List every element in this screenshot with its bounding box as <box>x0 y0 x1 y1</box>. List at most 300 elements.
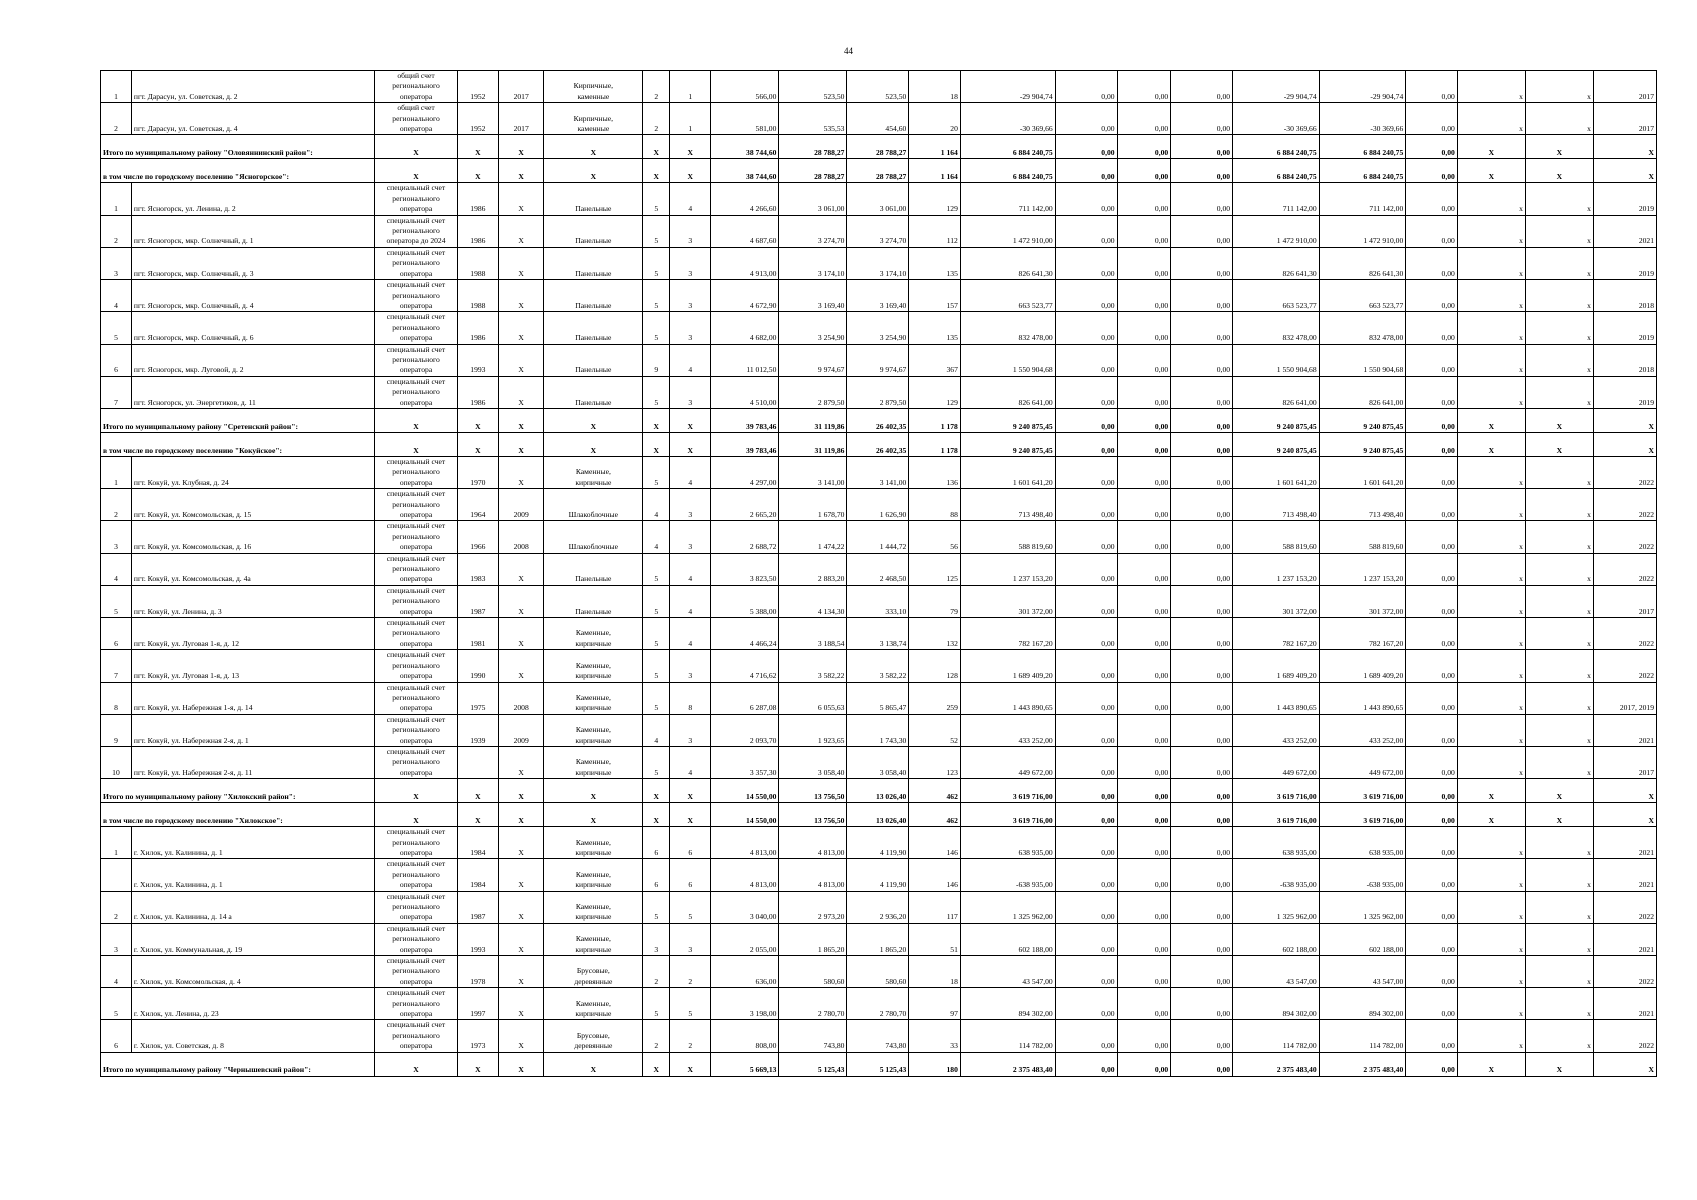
cell-n: 5 <box>101 312 132 344</box>
cell-f2: 0,00 <box>1117 376 1171 408</box>
wall-line: кирпичные <box>575 477 612 487</box>
cell-repair: X <box>498 891 543 923</box>
wall-line: Каменные, <box>575 998 611 1008</box>
cell-f3: 0,00 <box>1171 432 1233 456</box>
account-line: оператора <box>399 124 433 134</box>
cell-own2: 43 547,00 <box>1319 956 1406 988</box>
wall-line: Кирпичные, <box>573 113 613 123</box>
cell-a2: 3 141,00 <box>779 456 847 488</box>
cell-fl: 9 <box>643 344 670 376</box>
cell-addr: пгт. Ясногорск, мкр. Солнечный, д. 1 <box>131 215 374 247</box>
cell-total: 638 935,00 <box>960 827 1055 859</box>
cell-total: 43 547,00 <box>960 956 1055 988</box>
cell-x1: x <box>1457 183 1525 215</box>
cell-f3: 0,00 <box>1171 585 1233 617</box>
cell-o3: 0,00 <box>1406 247 1458 279</box>
cell-area: 4 687,60 <box>711 215 779 247</box>
cell-own: 826 641,00 <box>1233 376 1320 408</box>
cell-own2: 826 641,00 <box>1319 376 1406 408</box>
cell-x1: x <box>1457 71 1525 103</box>
cell-ent: 3 <box>670 280 711 312</box>
cell-account <box>375 344 457 376</box>
account-line: специальный счет <box>386 956 446 966</box>
cell-x: X <box>1593 432 1656 456</box>
cell-a2: 3 254,90 <box>779 312 847 344</box>
cell-area: 3 357,30 <box>711 746 779 778</box>
cell-a2: 3 274,70 <box>779 215 847 247</box>
cell-fl: 5 <box>643 247 670 279</box>
cell-a2: 31 119,86 <box>779 432 847 456</box>
cell-f1: 0,00 <box>1055 553 1117 585</box>
cell-area: 566,00 <box>711 71 779 103</box>
cell-addr: г. Хилок, ул. Ленина, д. 23 <box>131 988 374 1020</box>
cell-repair: X <box>498 618 543 650</box>
cell-area: 4 266,60 <box>711 183 779 215</box>
cell-own2: 6 884 240,75 <box>1319 135 1406 159</box>
wall-line: Панельные <box>575 606 612 616</box>
wall-line: Панельные <box>575 204 612 214</box>
table-row <box>101 585 1657 617</box>
cell-account <box>375 988 457 1020</box>
cell-repair: X <box>498 859 543 891</box>
cell-n: 1 <box>101 183 132 215</box>
cell-addr: пгт. Кокуй, ул. Комсомольская, д. 16 <box>131 521 374 553</box>
wall-line: Брусовые, <box>576 1030 610 1040</box>
cell-f1: 0,00 <box>1055 827 1117 859</box>
cell-a3: 2 936,20 <box>847 891 909 923</box>
cell-repair: X <box>498 956 543 988</box>
cell-a2: 3 061,00 <box>779 183 847 215</box>
cell-plan: 2021 <box>1593 859 1656 891</box>
cell-o3: 0,00 <box>1406 650 1458 682</box>
cell-plan: 2019 <box>1593 247 1656 279</box>
cell-o3: 0,00 <box>1406 682 1458 714</box>
cell-res: 79 <box>909 585 961 617</box>
cell-x: X <box>643 779 670 803</box>
table-row <box>101 103 1657 135</box>
subtotal-row <box>101 779 1657 803</box>
cell-res: 135 <box>909 247 961 279</box>
cell-addr: пгт. Дарасун, ул. Советская, д. 2 <box>131 71 374 103</box>
cell-o3: 0,00 <box>1406 456 1458 488</box>
cell-x2: x <box>1525 344 1593 376</box>
cell-x: X <box>457 135 498 159</box>
cell-x2: x <box>1525 71 1593 103</box>
wall-line: кирпичные <box>575 847 612 857</box>
cell-f2: 0,00 <box>1117 585 1171 617</box>
cell-repair: X <box>498 456 543 488</box>
cell-a2: 13 756,50 <box>779 803 847 827</box>
cell-plan: 2021 <box>1593 923 1656 955</box>
cell-a2: 3 188,54 <box>779 618 847 650</box>
cell-own2: 1 443 890,65 <box>1319 682 1406 714</box>
cell-f2: 0,00 <box>1117 103 1171 135</box>
cell-wall-material <box>544 891 643 923</box>
cell-x: X <box>1525 135 1593 159</box>
wall-line: Каменные, <box>575 757 611 767</box>
cell-x1: x <box>1457 891 1525 923</box>
cell-f1: 0,00 <box>1055 103 1117 135</box>
cell-label: Итого по муниципальному району "Сретенский район": <box>101 408 375 432</box>
wall-line: Каменные, <box>575 725 611 735</box>
cell-area: 581,00 <box>711 103 779 135</box>
cell-fl: 6 <box>643 859 670 891</box>
cell-ent: 6 <box>670 859 711 891</box>
wall-line: Брусовые, <box>576 966 610 976</box>
cell-res: 123 <box>909 746 961 778</box>
wall-line: Каменные, <box>575 467 611 477</box>
cell-addr: пгт. Ясногорск, ул. Ленина, д. 2 <box>131 183 374 215</box>
cell-x: X <box>375 803 457 827</box>
cell-x: X <box>1457 1052 1525 1076</box>
cell-repair: 2009 <box>498 714 543 746</box>
cell-f3: 0,00 <box>1171 956 1233 988</box>
wall-line: Панельные <box>575 268 612 278</box>
cell-x: X <box>1457 432 1525 456</box>
cell-x: X <box>544 408 643 432</box>
cell-x: X <box>544 135 643 159</box>
cell-f2: 0,00 <box>1117 489 1171 521</box>
cell-repair: X <box>498 746 543 778</box>
account-line: оператора <box>399 1041 433 1051</box>
cell-own: 713 498,40 <box>1233 489 1320 521</box>
cell-label: Итого по муниципальному району "Хилокский район": <box>101 779 375 803</box>
cell-addr: г. Хилок, ул. Калинина, д. 1 <box>131 859 374 891</box>
cell-ent: 1 <box>670 103 711 135</box>
cell-a2: 3 174,10 <box>779 247 847 279</box>
cell-ent: 2 <box>670 1020 711 1052</box>
cell-plan: 2022 <box>1593 456 1656 488</box>
cell-x1: x <box>1457 827 1525 859</box>
cell-res: 1 164 <box>909 135 961 159</box>
account-line: оператора <box>399 767 433 777</box>
cell-ent: 4 <box>670 456 711 488</box>
cell-n: 7 <box>101 650 132 682</box>
cell-f3: 0,00 <box>1171 456 1233 488</box>
cell-n: 2 <box>101 891 132 923</box>
cell-o3: 0,00 <box>1406 779 1458 803</box>
account-line: регионального <box>392 290 440 300</box>
cell-o3: 0,00 <box>1406 746 1458 778</box>
account-line: регионального <box>392 81 440 91</box>
cell-x1: x <box>1457 215 1525 247</box>
subtotal-row <box>101 432 1657 456</box>
cell-own: 6 884 240,75 <box>1233 159 1320 183</box>
cell-f3: 0,00 <box>1171 1052 1233 1076</box>
account-line: регионального <box>392 596 440 606</box>
cell-a3: 2 879,50 <box>847 376 909 408</box>
cell-f3: 0,00 <box>1171 135 1233 159</box>
cell-own: 782 167,20 <box>1233 618 1320 650</box>
cell-res: 20 <box>909 103 961 135</box>
cell-own2: 782 167,20 <box>1319 618 1406 650</box>
cell-a2: 4 813,00 <box>779 859 847 891</box>
cell-f2: 0,00 <box>1117 521 1171 553</box>
cell-a3: 3 058,40 <box>847 746 909 778</box>
cell-account <box>375 1020 457 1052</box>
cell-x2: x <box>1525 312 1593 344</box>
cell-x2: x <box>1525 585 1593 617</box>
account-line: регионального <box>392 1030 440 1040</box>
cell-addr: пгт. Ясногорск, мкр. Луговой, д. 2 <box>131 344 374 376</box>
wall-line: кирпичные <box>575 912 612 922</box>
cell-account <box>375 489 457 521</box>
cell-f2: 0,00 <box>1117 988 1171 1020</box>
cell-a2: 31 119,86 <box>779 408 847 432</box>
cell-f1: 0,00 <box>1055 1052 1117 1076</box>
cell-year: 1983 <box>457 553 498 585</box>
cell-f2: 0,00 <box>1117 553 1171 585</box>
cell-own2: 433 252,00 <box>1319 714 1406 746</box>
cell-f3: 0,00 <box>1171 489 1233 521</box>
cell-area: 4 813,00 <box>711 859 779 891</box>
cell-o3: 0,00 <box>1406 376 1458 408</box>
cell-f2: 0,00 <box>1117 891 1171 923</box>
cell-res: 56 <box>909 521 961 553</box>
account-line: регионального <box>392 387 440 397</box>
cell-o3: 0,00 <box>1406 215 1458 247</box>
cell-year <box>457 746 498 778</box>
cell-total: 894 302,00 <box>960 988 1055 1020</box>
cell-a3: 9 974,67 <box>847 344 909 376</box>
cell-fl: 5 <box>643 682 670 714</box>
wall-line: Кирпичные, <box>573 81 613 91</box>
cell-account <box>375 183 457 215</box>
cell-ent: 3 <box>670 650 711 682</box>
wall-line: Каменные, <box>575 934 611 944</box>
cell-res: 128 <box>909 650 961 682</box>
cell-total: 832 478,00 <box>960 312 1055 344</box>
wall-line: кирпичные <box>575 735 612 745</box>
cell-year: 1984 <box>457 827 498 859</box>
cell-x: X <box>457 779 498 803</box>
cell-plan: 2019 <box>1593 312 1656 344</box>
cell-account <box>375 521 457 553</box>
cell-x: X <box>375 159 457 183</box>
cell-a3: 26 402,35 <box>847 408 909 432</box>
cell-fl: 5 <box>643 553 670 585</box>
cell-x: X <box>670 408 711 432</box>
cell-own2: 3 619 716,00 <box>1319 779 1406 803</box>
cell-area: 14 550,00 <box>711 803 779 827</box>
table-row <box>101 988 1657 1020</box>
cell-f1: 0,00 <box>1055 988 1117 1020</box>
cell-own: 3 619 716,00 <box>1233 779 1320 803</box>
cell-account <box>375 891 457 923</box>
wall-line: Панельные <box>575 365 612 375</box>
wall-line: каменные <box>577 91 610 101</box>
cell-repair: 2017 <box>498 71 543 103</box>
cell-plan: 2021 <box>1593 714 1656 746</box>
account-line: оператора <box>399 542 433 552</box>
account-line: оператора <box>399 300 433 310</box>
cell-fl: 5 <box>643 746 670 778</box>
cell-year: 1986 <box>457 376 498 408</box>
cell-o3: 0,00 <box>1406 891 1458 923</box>
cell-f3: 0,00 <box>1171 923 1233 955</box>
cell-res: 129 <box>909 183 961 215</box>
cell-own2: 2 375 483,40 <box>1319 1052 1406 1076</box>
cell-own2: 114 782,00 <box>1319 1020 1406 1052</box>
cell-res: 135 <box>909 312 961 344</box>
cell-repair: X <box>498 344 543 376</box>
cell-plan: 2022 <box>1593 489 1656 521</box>
cell-total: 1 443 890,65 <box>960 682 1055 714</box>
account-line: оператора <box>399 333 433 343</box>
cell-n: 4 <box>101 956 132 988</box>
cell-f1: 0,00 <box>1055 159 1117 183</box>
cell-label: Итого по муниципальному району "Чернышевский район": <box>101 1052 375 1076</box>
cell-x2: x <box>1525 618 1593 650</box>
account-line: регионального <box>392 354 440 364</box>
cell-x: X <box>375 1052 457 1076</box>
table-row <box>101 1020 1657 1052</box>
wall-line: Панельные <box>575 397 612 407</box>
cell-x2: x <box>1525 923 1593 955</box>
cell-f3: 0,00 <box>1171 280 1233 312</box>
cell-f2: 0,00 <box>1117 923 1171 955</box>
cell-own: 6 884 240,75 <box>1233 135 1320 159</box>
account-line: регионального <box>392 499 440 509</box>
cell-res: 146 <box>909 827 961 859</box>
cell-a3: 3 254,90 <box>847 312 909 344</box>
cell-own2: 449 672,00 <box>1319 746 1406 778</box>
cell-x: X <box>1457 408 1525 432</box>
cell-x: X <box>643 159 670 183</box>
cell-o3: 0,00 <box>1406 553 1458 585</box>
cell-fl: 4 <box>643 489 670 521</box>
cell-n: 5 <box>101 585 132 617</box>
cell-ent: 3 <box>670 376 711 408</box>
cell-total: 1 601 641,20 <box>960 456 1055 488</box>
cell-f1: 0,00 <box>1055 247 1117 279</box>
cell-area: 3 198,00 <box>711 988 779 1020</box>
cell-total: 6 884 240,75 <box>960 135 1055 159</box>
cell-n: 2 <box>101 103 132 135</box>
cell-own: 1 443 890,65 <box>1233 682 1320 714</box>
cell-wall-material <box>544 489 643 521</box>
cell-a2: 1 923,65 <box>779 714 847 746</box>
cell-repair: 2008 <box>498 521 543 553</box>
cell-f1: 0,00 <box>1055 408 1117 432</box>
cell-fl: 5 <box>643 312 670 344</box>
cell-own: 9 240 875,45 <box>1233 432 1320 456</box>
cell-n: 2 <box>101 489 132 521</box>
cell-ent: 3 <box>670 247 711 279</box>
account-line: специальный счет <box>386 859 446 869</box>
cell-f1: 0,00 <box>1055 280 1117 312</box>
cell-area: 2 093,70 <box>711 714 779 746</box>
account-line: специальный счет <box>386 247 446 257</box>
cell-own: 711 142,00 <box>1233 183 1320 215</box>
cell-year: 1986 <box>457 215 498 247</box>
cell-repair: X <box>498 1020 543 1052</box>
account-line: оператора <box>399 912 433 922</box>
cell-o3: 0,00 <box>1406 714 1458 746</box>
cell-a2: 4 134,30 <box>779 585 847 617</box>
cell-x1: x <box>1457 489 1525 521</box>
cell-res: 117 <box>909 891 961 923</box>
cell-a2: 28 788,27 <box>779 159 847 183</box>
cell-f3: 0,00 <box>1171 779 1233 803</box>
cell-own2: 663 523,77 <box>1319 280 1406 312</box>
cell-fl: 5 <box>643 891 670 923</box>
table-row <box>101 489 1657 521</box>
cell-res: 462 <box>909 779 961 803</box>
wall-line: кирпичные <box>575 638 612 648</box>
cell-addr: пгт. Кокуй, ул. Клубная, д. 24 <box>131 456 374 488</box>
cell-total: 449 672,00 <box>960 746 1055 778</box>
cell-f3: 0,00 <box>1171 71 1233 103</box>
cell-wall-material <box>544 247 643 279</box>
cell-wall-material <box>544 746 643 778</box>
cell-f2: 0,00 <box>1117 682 1171 714</box>
cell-a2: 535,53 <box>779 103 847 135</box>
cell-a3: 333,10 <box>847 585 909 617</box>
cell-wall-material <box>544 923 643 955</box>
account-line: оператора <box>399 477 433 487</box>
cell-o3: 0,00 <box>1406 312 1458 344</box>
cell-a3: 580,60 <box>847 956 909 988</box>
cell-f3: 0,00 <box>1171 618 1233 650</box>
cell-plan: 2017 <box>1593 585 1656 617</box>
cell-res: 136 <box>909 456 961 488</box>
cell-own: -29 904,74 <box>1233 71 1320 103</box>
cell-account <box>375 312 457 344</box>
cell-own: 1 601 641,20 <box>1233 456 1320 488</box>
cell-x: X <box>643 803 670 827</box>
cell-own: 638 935,00 <box>1233 827 1320 859</box>
cell-area: 38 744,60 <box>711 159 779 183</box>
cell-area: 11 012,50 <box>711 344 779 376</box>
cell-x: X <box>498 779 543 803</box>
cell-addr: пгт. Кокуй, ул. Ленина, д. 3 <box>131 585 374 617</box>
cell-f1: 0,00 <box>1055 376 1117 408</box>
cell-n: 10 <box>101 746 132 778</box>
cell-f1: 0,00 <box>1055 215 1117 247</box>
cell-area: 636,00 <box>711 956 779 988</box>
cell-x: X <box>457 1052 498 1076</box>
cell-addr: пгт. Ясногорск, ул. Энергетиков, д. 11 <box>131 376 374 408</box>
cell-res: 52 <box>909 714 961 746</box>
cell-x2: x <box>1525 183 1593 215</box>
cell-own2: -30 369,66 <box>1319 103 1406 135</box>
account-line: регионального <box>392 902 440 911</box>
cell-account <box>375 827 457 859</box>
account-line: специальный счет <box>386 746 446 756</box>
cell-total: 301 372,00 <box>960 585 1055 617</box>
cell-x1: x <box>1457 746 1525 778</box>
cell-area: 4 913,00 <box>711 247 779 279</box>
cell-f2: 0,00 <box>1117 827 1171 859</box>
account-line: оператора <box>399 1009 433 1019</box>
cell-account <box>375 618 457 650</box>
table-row <box>101 247 1657 279</box>
account-line: специальный счет <box>386 215 446 225</box>
cell-a3: 3 174,10 <box>847 247 909 279</box>
table-row <box>101 891 1657 923</box>
cell-area: 38 744,60 <box>711 135 779 159</box>
cell-repair: X <box>498 215 543 247</box>
cell-n: 2 <box>101 215 132 247</box>
table-body <box>101 71 1657 1077</box>
cell-own: 663 523,77 <box>1233 280 1320 312</box>
wall-line: Каменные, <box>575 902 611 911</box>
cell-area: 4 510,00 <box>711 376 779 408</box>
cell-area: 808,00 <box>711 1020 779 1052</box>
cell-wall-material <box>544 988 643 1020</box>
cell-res: 1 178 <box>909 408 961 432</box>
